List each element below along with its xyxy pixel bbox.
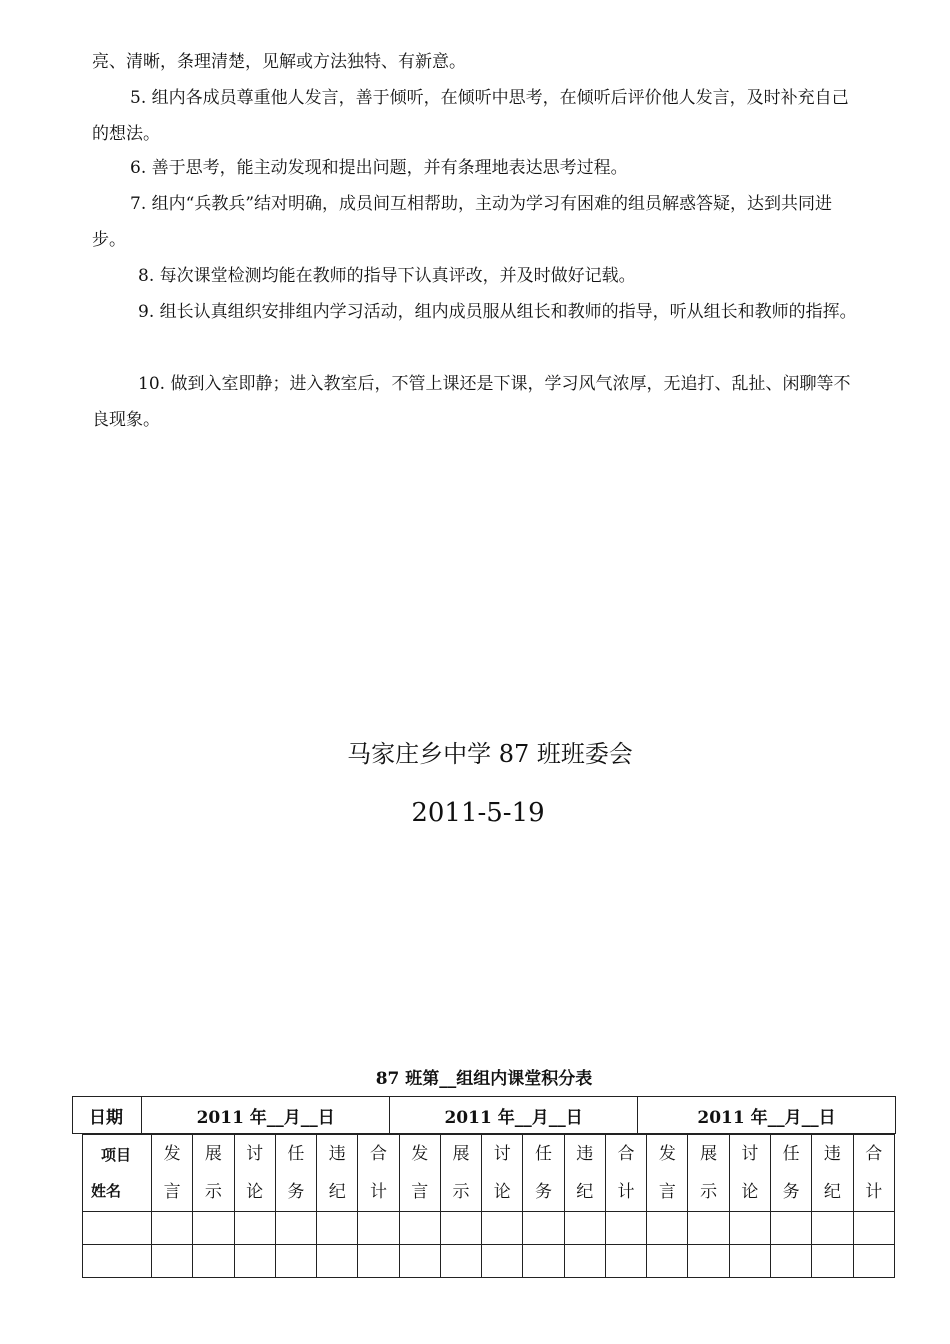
rule-item-10: 10. 做到入室即静；进入教室后，不管上课还是下课，学习风气浓厚，无追打、乱扯、闲聊等不良现象。 [92,374,851,430]
category-char: 讨 [493,1144,511,1164]
category-char: 示 [204,1182,222,1202]
score-cell[interactable] [812,1212,853,1245]
category-char: 任 [535,1144,553,1164]
score-cell[interactable] [317,1212,358,1245]
score-cell[interactable] [83,1212,152,1245]
category-char: 纪 [823,1182,841,1202]
corner-header-cell [83,1135,152,1212]
category-header-cell [152,1135,193,1212]
category-header-cell [770,1135,811,1212]
score-cell[interactable] [564,1245,605,1278]
category-char: 论 [741,1182,759,1202]
category-header-cell [193,1135,234,1212]
table-row [83,1245,895,1278]
rule-item-8: 8. 每次课堂检测均能在教师的指导下认真评改，并及时做好记载。 [138,266,636,286]
category-char: 计 [369,1182,387,1202]
score-cell[interactable] [275,1212,316,1245]
category-header-cell [564,1135,605,1212]
category-char: 论 [493,1182,511,1202]
score-cell[interactable] [440,1245,481,1278]
date-cell-2: 2011 年__月__日 [390,1097,638,1134]
category-header-cell [440,1135,481,1212]
score-cell[interactable] [729,1212,770,1245]
score-cell[interactable] [523,1245,564,1278]
category-header-cell [853,1135,894,1212]
category-char: 展 [700,1144,718,1164]
category-char: 务 [287,1182,305,1202]
category-header-cell [482,1135,523,1212]
category-char: 合 [617,1144,635,1164]
category-char: 违 [328,1144,346,1164]
corner-name-label: 姓名 [91,1182,122,1200]
score-table [82,1134,895,1278]
category-header-cell [399,1135,440,1212]
score-cell[interactable] [688,1212,729,1245]
score-cell[interactable] [729,1245,770,1278]
score-cell[interactable] [358,1212,399,1245]
category-char: 任 [782,1144,800,1164]
rule-item-7: 7. 组内“兵教兵”结对明确，成员间互相帮助，主动为学习有困难的组员解惑答疑，达到共同进步。 [92,194,833,250]
score-cell[interactable] [275,1245,316,1278]
category-char: 合 [865,1144,883,1164]
score-cell[interactable] [647,1245,688,1278]
rule-item-5: 5. 组内各成员尊重他人发言，善于倾听，在倾听中思考，在倾听后评价他人发言，及时补充自己的想法。 [92,88,849,144]
score-cell[interactable] [193,1245,234,1278]
score-cell[interactable] [523,1212,564,1245]
signature-date: 2011-5-19 [411,798,545,828]
score-cell[interactable] [770,1212,811,1245]
score-cell[interactable] [853,1212,894,1245]
date-cell-3: 2011 年__月__日 [638,1097,896,1134]
score-cell[interactable] [83,1245,152,1278]
category-char: 计 [865,1182,883,1202]
date-cell-1: 2011 年__月__日 [142,1097,390,1134]
category-header-cell [688,1135,729,1212]
category-char: 展 [452,1144,470,1164]
category-char: 讨 [741,1144,759,1164]
category-char: 发 [411,1144,429,1164]
category-header-cell [234,1135,275,1212]
rule-item-9: 9. 组长认真组织安排组内学习活动，组内成员服从组长和教师的指导，听从组长和教师的指挥。 [138,302,857,322]
score-cell[interactable] [193,1212,234,1245]
score-cell[interactable] [399,1245,440,1278]
table-title: 87 班第__组组内课堂积分表 [375,1069,593,1089]
score-table-date-row [72,1096,896,1134]
category-char: 计 [617,1182,635,1202]
category-char: 示 [700,1182,718,1202]
category-header-cell [275,1135,316,1212]
score-cell[interactable] [358,1245,399,1278]
score-cell[interactable] [482,1212,523,1245]
category-header-cell [358,1135,399,1212]
category-char: 示 [452,1182,470,1202]
category-char: 违 [823,1144,841,1164]
category-char: 纪 [576,1182,594,1202]
signature-org: 马家庄乡中学 87 班班委会 [347,740,633,768]
category-header-cell [605,1135,646,1212]
score-cell[interactable] [399,1212,440,1245]
score-cell[interactable] [564,1212,605,1245]
category-char: 发 [658,1144,676,1164]
table-row [83,1212,895,1245]
score-cell[interactable] [605,1212,646,1245]
category-char: 言 [163,1182,181,1202]
score-cell[interactable] [647,1212,688,1245]
category-char: 纪 [328,1182,346,1202]
category-header-cell [523,1135,564,1212]
category-header-cell [317,1135,358,1212]
date-label: 日期 [73,1097,142,1134]
category-char: 言 [658,1182,676,1202]
category-char: 违 [576,1144,594,1164]
category-header-row [83,1135,895,1212]
rule-item-6: 6. 善于思考，能主动发现和提出问题，并有条理地表达思考过程。 [130,158,628,178]
score-cell[interactable] [317,1245,358,1278]
category-char: 合 [369,1144,387,1164]
category-char: 讨 [246,1144,264,1164]
category-char: 论 [246,1182,264,1202]
category-header-cell [729,1135,770,1212]
score-cell[interactable] [234,1245,275,1278]
score-cell[interactable] [234,1212,275,1245]
category-char: 展 [204,1144,222,1164]
category-char: 务 [782,1182,800,1202]
category-header-cell [812,1135,853,1212]
score-cell[interactable] [812,1245,853,1278]
score-cell[interactable] [853,1245,894,1278]
category-header-cell [647,1135,688,1212]
score-cell[interactable] [482,1245,523,1278]
score-cell[interactable] [152,1212,193,1245]
score-cell[interactable] [152,1245,193,1278]
category-char: 务 [535,1182,553,1202]
score-cell[interactable] [770,1245,811,1278]
score-cell[interactable] [605,1245,646,1278]
score-cell[interactable] [440,1212,481,1245]
category-char: 言 [411,1182,429,1202]
paragraph-continuation: 亮、清晰，条理清楚，见解或方法独特、有新意。 [92,52,466,72]
score-cell[interactable] [688,1245,729,1278]
corner-item-label: 项目 [101,1146,132,1164]
category-char: 发 [163,1144,181,1164]
category-char: 任 [287,1144,305,1164]
